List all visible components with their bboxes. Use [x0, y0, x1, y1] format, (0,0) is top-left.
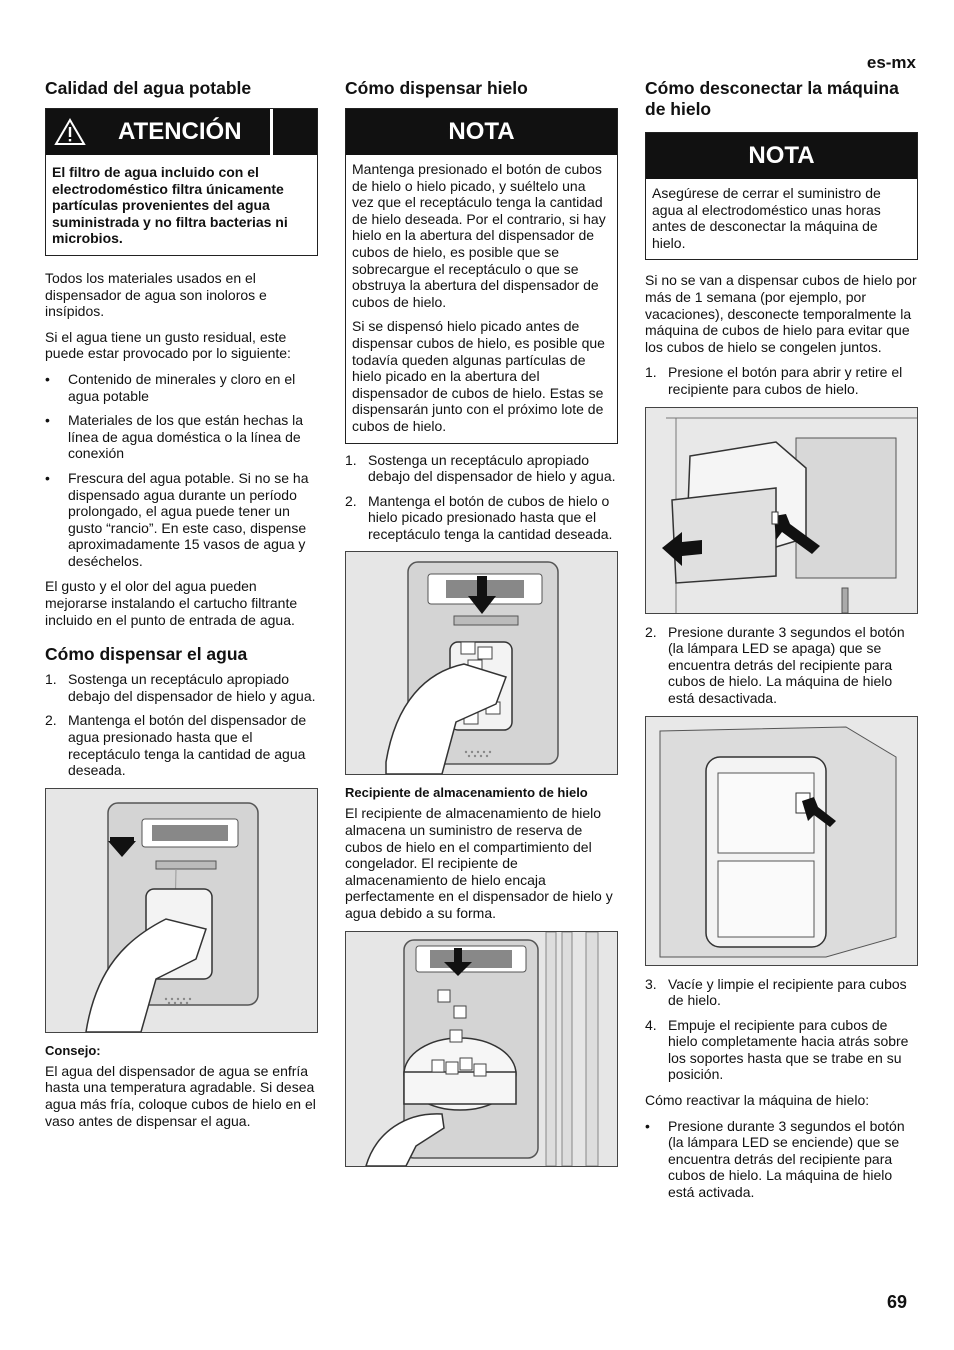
note-header — [646, 133, 917, 179]
paragraph-filter: El gusto y el olor del agua pueden mejorarse instalando el cartucho filtrante incluido en el punto de entrada de agua. — [45, 578, 298, 628]
icemaker-button-illustration — [645, 716, 918, 966]
note-paragraph: Si se dispensó hielo picado antes de dispensar cubos de hielo, es posible que todavía queden algunas partículas de hielo picado en la abertura del dispensador de cubos de hielo. Estas se dispensarán junto con el próximo lote de cubos de hielo. — [352, 318, 605, 434]
step-item: 2. Mantenga el botón de cubos de hielo o hielo picado presionado hasta que el receptáculo tenga la cantidad deseada. — [345, 492, 613, 542]
heading-dispense-water: Cómo dispensar el agua — [45, 644, 248, 665]
step-item: 1. Presione el botón para abrir y retire el recipiente para cubos de hielo. — [645, 364, 903, 397]
paragraph-materials: Todos los materiales usados en el dispensador de agua son inoloros e insípidos. — [45, 269, 267, 320]
column-disconnect-icemaker — [645, 78, 918, 1210]
disconnect-step-2 — [645, 624, 918, 707]
warning-text: El filtro de agua incluido con el electrodoméstico filtra únicamente partículas provenientes del agua suministrada y no filtra bacterias ni microbios. — [52, 164, 288, 247]
tip-text: El agua del dispensador de agua se enfría hasta una temperatura agradable. Si desea agua más fría, coloque cubos de hielo en el vaso antes de dispensar el agua. — [45, 1062, 316, 1129]
paragraph-vacation: Si no se van a dispensar cubos de hielo por más de 1 semana (por ejemplo, por vacaciones), desconecte temporalmente la máquina de cubos de hielo para evitar que los cubos de hielo se congelen juntos. — [645, 272, 917, 355]
water-dispenser-illustration — [45, 788, 318, 1033]
step-item: 2. Presione durante 3 segundos el botón (la lámpara LED se apaga) que se encuentra detrás del recipiente para cubos de hielo. La máquina de hielo está desactivada. — [645, 623, 905, 706]
step-item: 3. Vacíe y limpie el recipiente para cubos de hielo. — [645, 975, 907, 1009]
list-item: • Materiales de los que están hechas la línea de agua doméstica o la línea de conexión — [45, 412, 304, 462]
water-steps-list — [45, 671, 318, 779]
list-item: • Contenido de minerales y cloro en el agua potable — [45, 370, 296, 404]
ice-steps-list — [345, 452, 618, 543]
warning-header — [46, 109, 317, 155]
heading-dispense-ice: Cómo dispensar hielo — [345, 78, 528, 98]
note-title: NOTA — [748, 142, 815, 169]
note-box-disconnect — [645, 132, 918, 260]
column-dispense-ice — [345, 78, 618, 1177]
list-item: • Presione durante 3 segundos el botón (la lámpara LED se enciende) que se encuentra detrás del recipiente para cubos de hielo. La máquina de hielo está activada. — [645, 1117, 905, 1201]
note-box-ice — [345, 108, 618, 444]
ice-bin-text: El recipiente de almacenamiento de hielo almacena un suministro de reserva de cubos de hielo en el compartimiento del congelador. El recipiente de almacenamiento de hielo encaja perfectamente en el dispensador de hielo y agua debido a su forma. — [345, 805, 613, 922]
language-code: es-mx — [866, 53, 916, 72]
remove-ice-bin-illustration — [645, 407, 918, 614]
paragraph-residual-taste: Si el agua tiene un gusto residual, este puede estar provocado por lo siguiente: — [45, 328, 291, 362]
tip-title: Consejo: — [45, 1042, 101, 1058]
ice-bin-illustration — [345, 931, 618, 1167]
note-header — [346, 109, 617, 155]
warning-triangle-icon — [54, 118, 86, 146]
step-item: 4. Empuje el recipiente para cubos de hielo completamente hacia atrás sobre los soportes hasta que se trabe en su posición. — [645, 1016, 909, 1083]
note-title: NOTA — [448, 118, 515, 145]
list-item: • Frescura del agua potable. Si no se ha dispensado agua durante un período prolongado, el agua puede tener un gusto “rancio”. En este caso, dispense aproximadamente 15 vasos de agua y deséchelos. — [45, 469, 309, 569]
taste-causes-list — [45, 371, 318, 570]
note-paragraph: Asegúrese de cerrar el suministro de agua al electrodoméstico unas horas antes de desconectar la máquina de hielo. — [652, 185, 881, 251]
page-number: 69 — [886, 1292, 907, 1312]
step-item: 1. Sostenga un receptáculo apropiado debajo del dispensador de hielo y agua. — [345, 451, 616, 485]
heading-disconnect-icemaker: Cómo desconectar la máquina de hielo — [645, 78, 899, 119]
step-item: 1. Sostenga un receptáculo apropiado debajo del dispensador de hielo y agua. — [45, 671, 316, 704]
warning-box — [45, 108, 318, 256]
reactivate-list — [645, 1118, 918, 1201]
warning-header-divider — [270, 109, 273, 155]
note-paragraph: Mantenga presionado el botón de cubos de hielo o hielo picado, y suéltelo una vez que el receptáculo tenga la cantidad de hielo deseada. Por el contrario, si hay hielo en la abertura del dispensador de cubos de hielo, es posible que se sobrecargue el receptáculo o que se obstruya la abertura del dispensador de cubos de hielo. — [352, 161, 606, 310]
paragraph-reactivate: Cómo reactivar la máquina de hielo: — [645, 1092, 870, 1109]
step-item: 2. Mantenga el botón del dispensador de agua presionado hasta que el receptáculo tenga la cantidad de agua deseada. — [45, 712, 307, 779]
ice-bin-heading: Recipiente de almacenamiento de hielo — [345, 785, 588, 801]
heading-water-quality: Calidad del agua potable — [45, 78, 252, 98]
disconnect-step-1 — [645, 364, 918, 397]
warning-title: ATENCIÓN — [118, 118, 242, 145]
column-water-quality — [45, 78, 318, 1138]
ice-dispenser-illustration — [345, 551, 618, 775]
disconnect-steps-3-4 — [645, 976, 918, 1084]
